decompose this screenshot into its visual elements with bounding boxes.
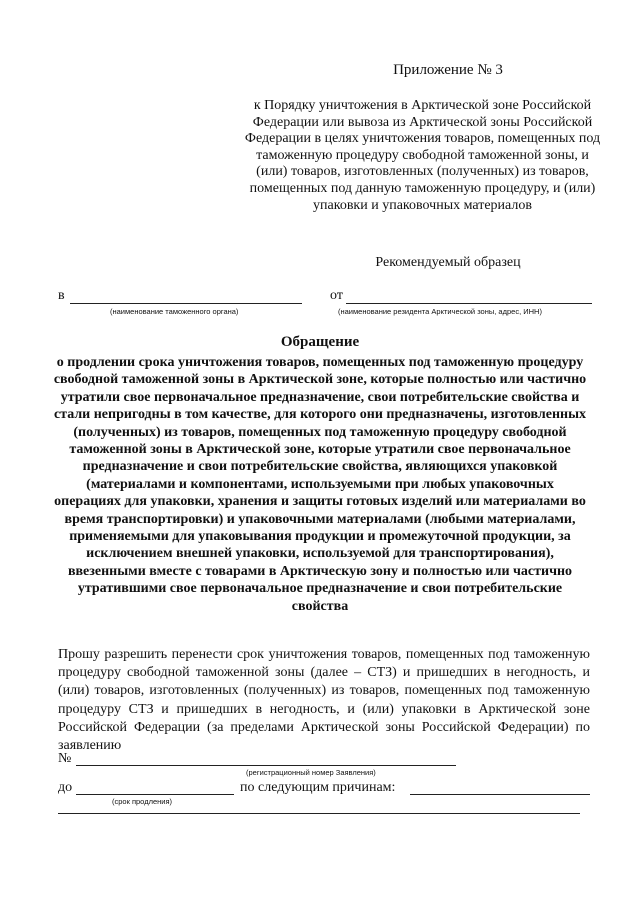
to-field-prefix: в bbox=[58, 288, 65, 303]
document-subject: о продлении срока уничтожения товаров, помещенных под таможенную процедуру свободной таможенной зоны в Арктической зоне, которые полностью или частично утратили свое первоначальное предназначение, свои потребительские свойства и стали непригодны в том качестве, для которого они предназначены, изготовленных (полученных) из товаров, помещенных под таможенную процедуру свободной таможенной зоны в Арктической зоне, которые утратили свое первоначальное предназначение и свои потребительские свойства, являющихся упаковкой (материалами и компонентами, используемыми при любых упаковочных операциях для упаковки, хранения и защиты готовых изделий или материалами во время транспортировки) и упаковочными материалами (любыми материалами, применяемыми для упаковывания продукции и промежуточной продукции, за исключением внешней упаковки, используемой для транспортирования), ввезенными вместе с товарами в Арктическую зону и полностью или частично утратившими свое первоначальное предназначение и свои потребительские свойства bbox=[53, 355, 587, 614]
from-field-caption: (наименование резидента Арктической зоны, адрес, ИНН) bbox=[338, 307, 542, 316]
extension-prefix: до bbox=[58, 780, 73, 795]
appendix-reference: к Порядку уничтожения в Арктической зоне Российской Федерации или вывоза из Арктической зоны Российской Федерации в целях уничтожения товаров, помещенных под таможенную процедуру свободной таможенной зоны, и (или) товаров, изготовленных (полученных) из товаров, помещенных под данную таможенную процедуру, и (или) упаковки и упаковочных материалов bbox=[244, 98, 601, 213]
application-number-line[interactable] bbox=[76, 765, 456, 766]
document-body: Прошу разрешить перенести срок уничтожения товаров, помещенных под таможенную процедуру свободной таможенной зоны (далее – СТЗ) и пришедших в негодность, и (или) товаров, изготовленных (полученных) из товаров, помещенных под таможенную процедуру СТЗ и пришедших в негодность, и (или) упаковки в Арктической зоне Российской Федерации (за пределами Арктической зоны Российской Федерации) по заявлению bbox=[58, 647, 590, 754]
document-heading: Обращение bbox=[280, 334, 360, 350]
extension-caption: (срок продления) bbox=[112, 797, 173, 806]
application-number-prefix: № bbox=[58, 751, 72, 766]
appendix-title: Приложение № 3 bbox=[393, 62, 503, 78]
extension-date-line[interactable] bbox=[76, 794, 234, 795]
from-field-line[interactable] bbox=[346, 303, 592, 304]
sample-label: Рекомендуемый образец bbox=[375, 255, 521, 270]
reasons-continuation-line[interactable] bbox=[58, 813, 580, 814]
to-field-caption: (наименование таможенного органа) bbox=[110, 307, 239, 316]
reasons-line[interactable] bbox=[410, 794, 590, 795]
application-number-caption: (регистрационный номер Заявления) bbox=[246, 768, 376, 777]
from-field-prefix: от bbox=[330, 288, 343, 303]
to-field-line[interactable] bbox=[70, 303, 302, 304]
reasons-label: по следующим причинам: bbox=[240, 780, 396, 795]
